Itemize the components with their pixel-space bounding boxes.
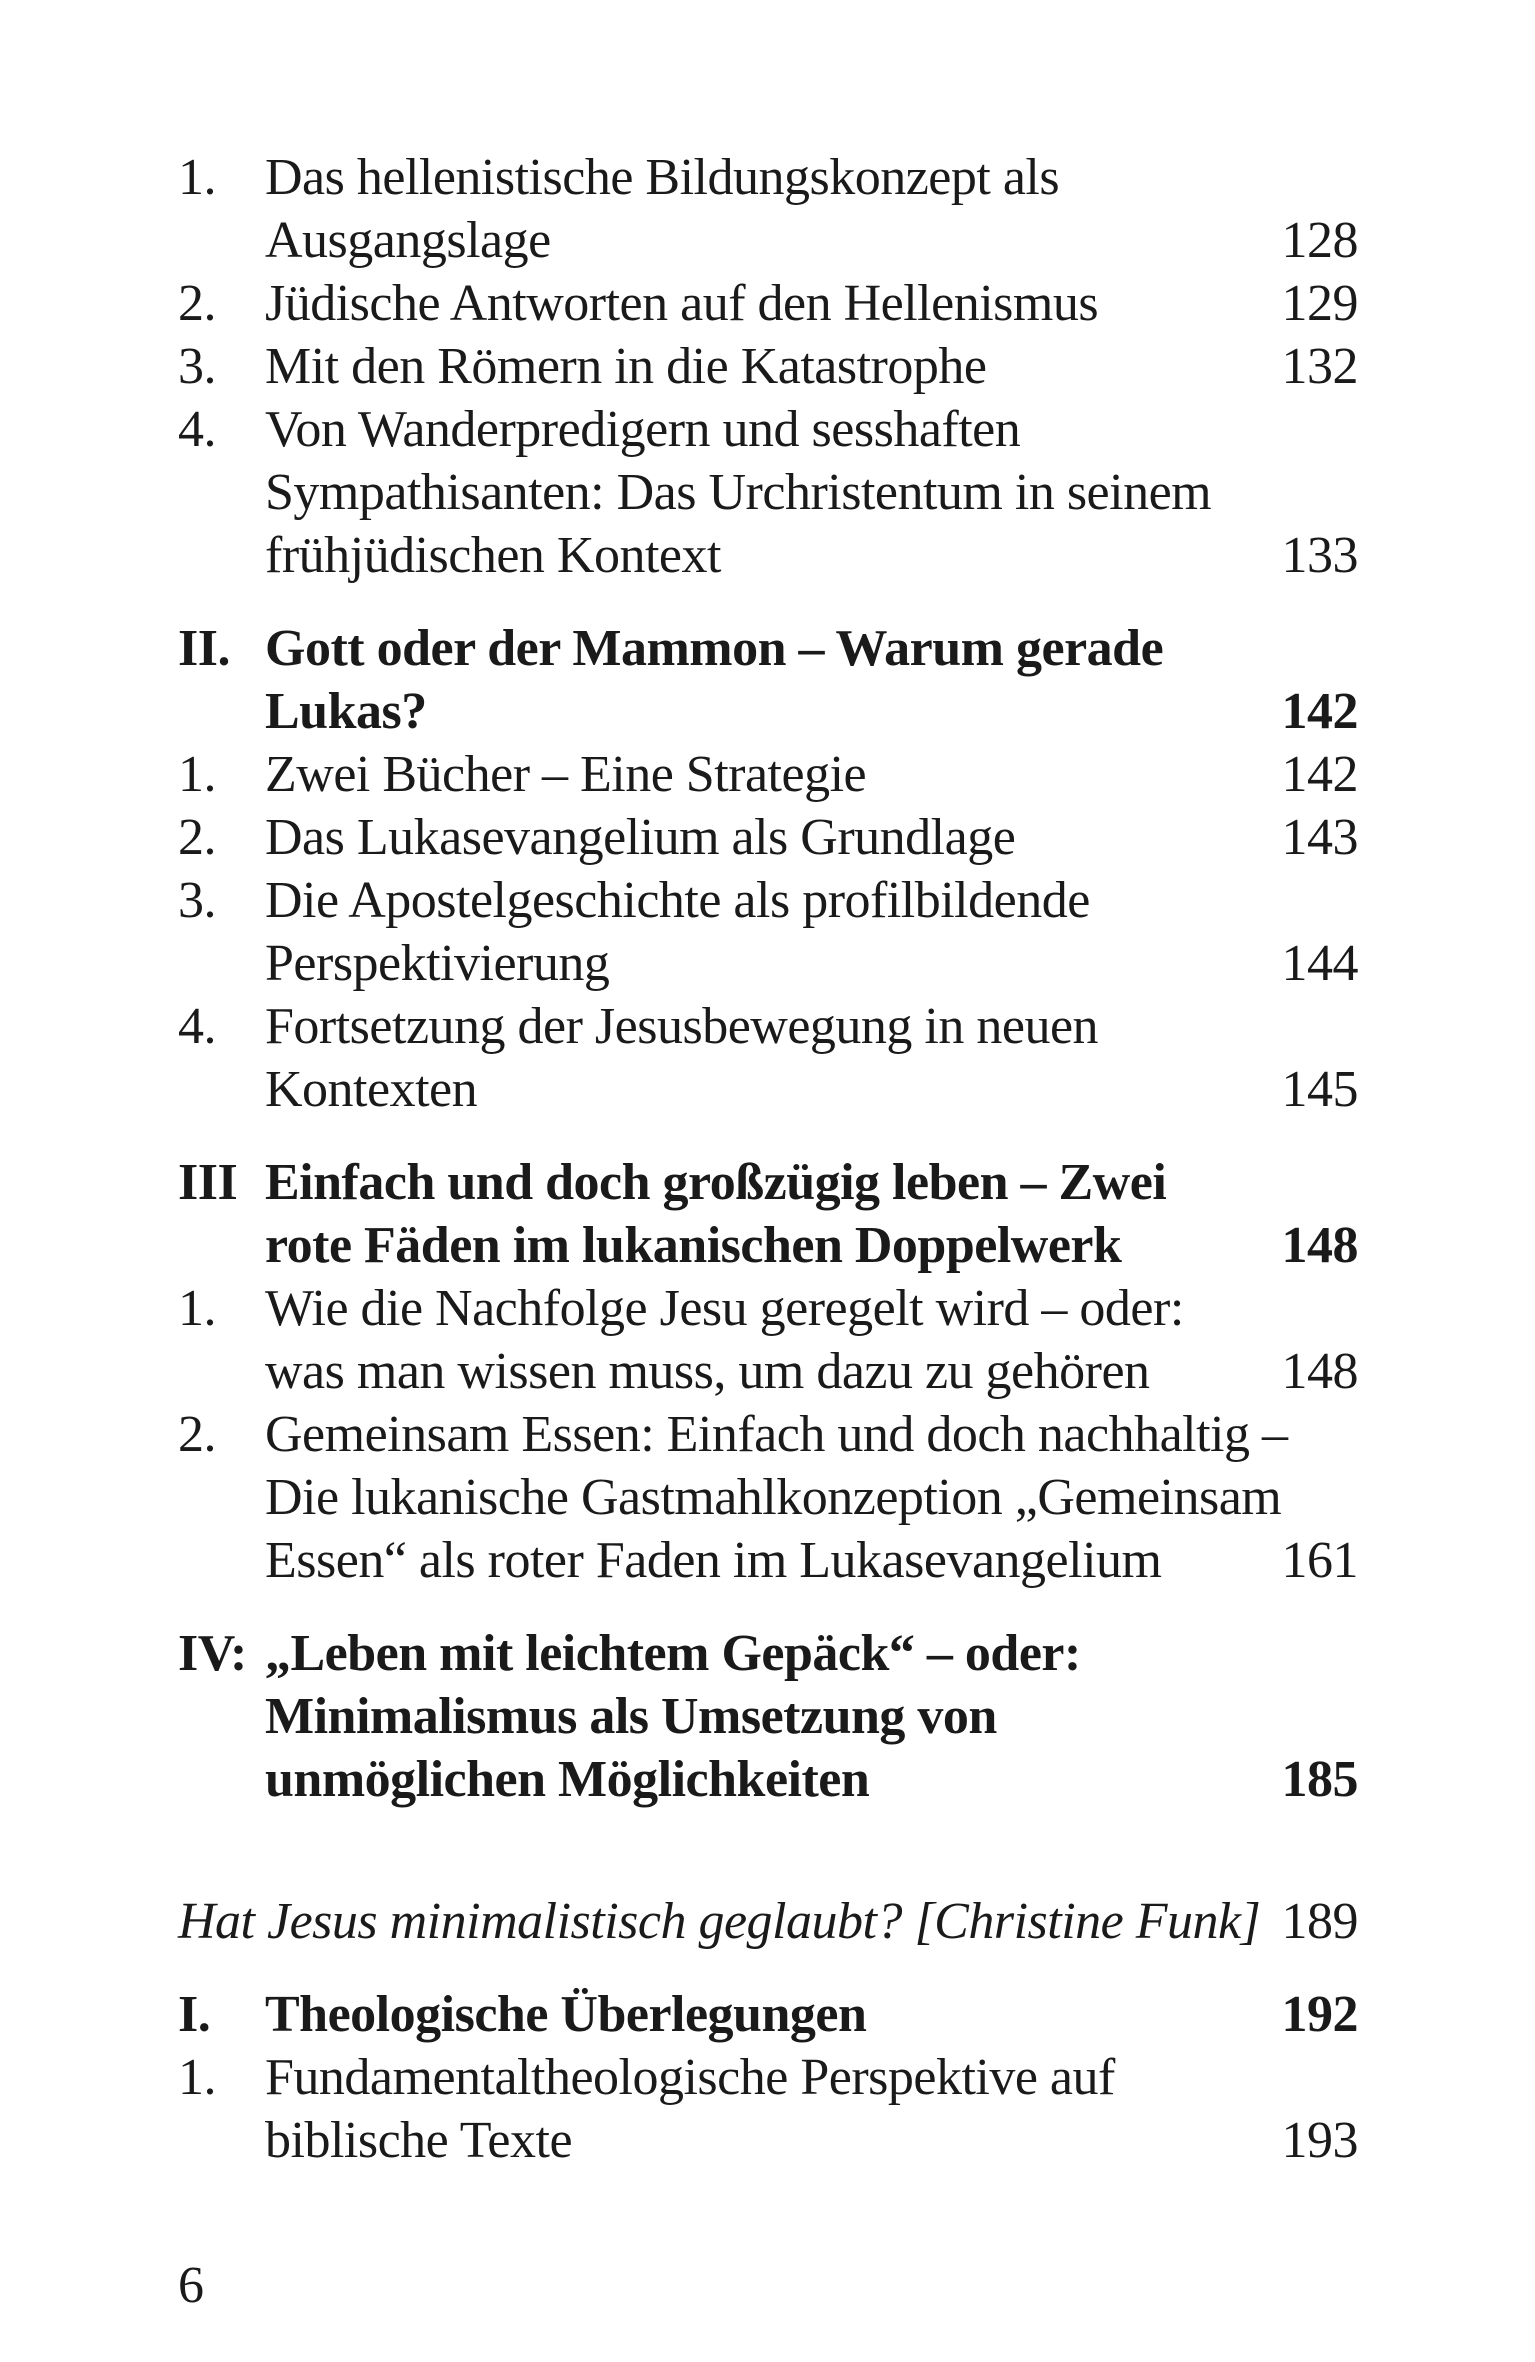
toc-line: Fundamentaltheologische Perspektive auf [265, 2049, 1115, 2106]
toc-entry-page: 133 [1281, 527, 1358, 584]
toc-entry-page: 142 [1281, 683, 1358, 740]
toc-entry [178, 146, 1358, 272]
toc-entry [178, 1622, 1358, 1811]
toc-entry-page: 189 [1281, 1893, 1358, 1950]
toc-entry [178, 1403, 1358, 1592]
toc-entry [178, 869, 1358, 995]
toc-entry-page: 193 [1281, 2112, 1358, 2169]
toc-entry-page: 132 [1281, 338, 1358, 395]
toc-entry-text [265, 398, 1358, 587]
toc-entry-number: 3. [178, 872, 216, 929]
toc-entry-text [265, 335, 1358, 398]
toc-line: Minimalismus als Umsetzung von [265, 1688, 997, 1745]
toc-line: Jüdische Antworten auf den Hellenismus [265, 275, 1099, 332]
toc-line: Mit den Römern in die Katastrophe [265, 338, 987, 395]
toc-line: unmöglichen Möglichkeiten [265, 1751, 870, 1808]
toc-entries [178, 146, 1358, 2172]
toc-entry-number: 2. [178, 1406, 216, 1463]
toc-entry [178, 335, 1358, 398]
toc-entry-number: II. [178, 620, 230, 677]
toc-entry-page: 145 [1281, 1061, 1358, 1118]
toc-entry-number: 2. [178, 809, 216, 866]
toc-line: „Leben mit leichtem Gepäck“ – oder: [265, 1625, 1081, 1682]
toc-entry [178, 272, 1358, 335]
toc-entry-text [265, 1983, 1358, 2046]
toc-line: rote Fäden im lukanischen Doppelwerk [265, 1217, 1122, 1274]
toc-entry-text [265, 743, 1358, 806]
toc-entry-text [178, 1890, 1358, 1953]
toc-line: Die lukanische Gastmahlkonzeption „Gemeinsam [265, 1469, 1282, 1526]
toc-line: was man wissen muss, um dazu zu gehören [265, 1343, 1150, 1400]
toc-entry-number: 2. [178, 275, 216, 332]
toc-line: Theologische Überlegungen [265, 1986, 867, 2043]
toc-entry-page: 161 [1281, 1532, 1358, 1589]
toc-entry [178, 617, 1358, 743]
toc-entry [178, 1151, 1358, 1277]
toc-entry-page: 144 [1281, 935, 1358, 992]
toc-line: Essen“ als roter Faden im Lukasevangelium [265, 1532, 1162, 1589]
toc-line: Das hellenistische Bildungskonzept als [265, 149, 1060, 206]
toc-entry-number: 4. [178, 998, 216, 1055]
toc-entry-page: 143 [1281, 809, 1358, 866]
toc-entry-number: 1. [178, 746, 216, 803]
toc-line: Lukas? [265, 683, 427, 740]
toc-line: biblische Texte [265, 2112, 573, 2169]
toc-line: Die Apostelgeschichte als profilbildende [265, 872, 1090, 929]
toc-entry-number: 1. [178, 149, 216, 206]
toc-entry-page: 192 [1281, 1986, 1358, 2043]
toc-entry-text [265, 869, 1358, 995]
toc-entry-number: 1. [178, 1280, 216, 1337]
toc-entry-page: 128 [1281, 212, 1358, 269]
toc-entry [178, 398, 1358, 587]
toc-entry-text [265, 1151, 1358, 1277]
toc-entry [178, 806, 1358, 869]
toc-entry-number: 4. [178, 401, 216, 458]
toc-line: Zwei Bücher – Eine Strategie [265, 746, 867, 803]
toc-line: Einfach und doch großzügig leben – Zwei [265, 1154, 1167, 1211]
toc-line: Perspektivierung [265, 935, 610, 992]
toc-entry-text [265, 1277, 1358, 1403]
toc-entry-number: 1. [178, 2049, 216, 2106]
toc-entry-number: III [178, 1154, 238, 1211]
toc-entry-number: 3. [178, 338, 216, 395]
toc-entry-page: 148 [1281, 1217, 1358, 1274]
toc-line: Wie die Nachfolge Jesu geregelt wird – oder: [265, 1280, 1184, 1337]
toc-entry-number: I. [178, 1986, 211, 2043]
toc-entry-text [265, 1403, 1358, 1592]
toc-entry [178, 743, 1358, 806]
toc-entry [178, 2046, 1358, 2172]
toc-entry-number: IV: [178, 1625, 247, 1682]
toc-line: Von Wanderpredigern und sesshaften [265, 401, 1021, 458]
toc-entry-text [265, 272, 1358, 335]
toc-line: Sympathisanten: Das Urchristentum in seinem [265, 464, 1212, 521]
toc-entry-text [265, 617, 1358, 743]
page-number-folio: 6 [178, 2257, 204, 2314]
toc-entry-text [265, 995, 1358, 1121]
toc-entry-text [265, 146, 1358, 272]
toc-entry [178, 1277, 1358, 1403]
toc-entry-page: 142 [1281, 746, 1358, 803]
toc-line: Hat Jesus minimalistisch geglaubt? [Christine Funk] [178, 1893, 1261, 1950]
toc-entry-page: 129 [1281, 275, 1358, 332]
toc-entry [178, 1983, 1358, 2046]
toc-entry-text [265, 1622, 1358, 1811]
toc-entry-page: 185 [1281, 1751, 1358, 1808]
toc-line: frühjüdischen Kontext [265, 527, 721, 584]
toc-entry [178, 995, 1358, 1121]
toc-line: Das Lukasevangelium als Grundlage [265, 809, 1016, 866]
toc-entry-page: 148 [1281, 1343, 1358, 1400]
toc-entry-text [265, 2046, 1358, 2172]
toc-line: Gott oder der Mammon – Warum gerade [265, 620, 1164, 677]
toc-line: Ausgangslage [265, 212, 551, 269]
toc-line: Fortsetzung der Jesusbewegung in neuen [265, 998, 1099, 1055]
toc-line: Gemeinsam Essen: Einfach und doch nachhaltig – [265, 1406, 1288, 1463]
toc-entry-text [265, 806, 1358, 869]
toc-line: Kontexten [265, 1061, 478, 1118]
toc-entry [178, 1890, 1358, 1953]
